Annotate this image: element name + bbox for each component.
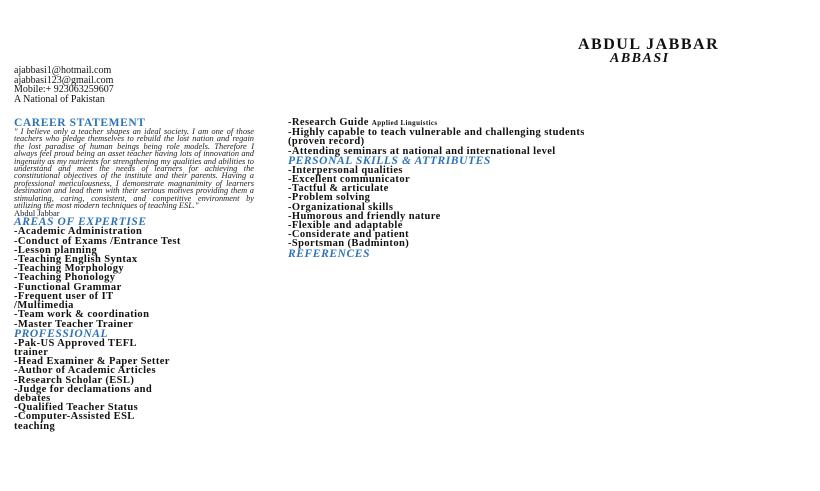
expertise-list	[14, 227, 254, 328]
list-item: -Considerate and patient	[288, 229, 410, 241]
expertise-heading: AREAS OF EXPERTISE	[14, 216, 147, 229]
list-item: -Teaching Morphology	[14, 263, 124, 275]
list-item: /Multimedia	[14, 300, 74, 312]
research-guide-label: -Research Guide	[288, 117, 369, 128]
list-item: -Teaching English Syntax	[14, 254, 138, 266]
left-column	[14, 118, 254, 431]
career-statement: " I believe only a teacher shapes an ideal society. I am one of those teachers who pledge themselves to rebuild the lost nation and regain the lost paradise of human beings being role models. Therefore I always feel proud being an asset teacher having lots of innovation and ingenuity as my nutrients for strengthening my qualities and abilities to understand and meet the needs of learners for achieving the constitutional objectives of the institute and their parents. Having a professional meticulousness, I demonstrate magnanimity of learners destination and lead them with their serious motives providing them a stimulating, caring, consistent, and competitive environment by utilizing the most modern techniques of teaching ESL."	[14, 127, 254, 211]
list-item: -Conduct of Exams /Entrance Test	[14, 235, 181, 247]
list-item: (proven record)	[288, 136, 365, 148]
skills-heading: PERSONAL SKILLS & ATTRIBUTES	[288, 154, 491, 167]
right-column	[288, 118, 788, 259]
list-item: -Humorous and friendly nature	[288, 210, 441, 222]
list-item: -Frequent user of IT	[14, 290, 114, 302]
list-item: teaching	[14, 420, 56, 432]
list-item: -Research Scholar (ESL)	[14, 374, 135, 386]
surname-heading: ABBASI	[610, 51, 670, 66]
list-item: -Sportsman (Badminton)	[288, 238, 410, 250]
list-item: -Head Examiner & Paper Setter	[14, 356, 170, 368]
list-item: -Functional Grammar	[14, 281, 122, 293]
list-item: -Interpersonal qualities	[288, 164, 403, 176]
list-item: -Teaching Phonology	[14, 272, 116, 284]
list-item: -Judge for declamations and	[14, 383, 153, 395]
email-primary: ajabbasi1@hotmail.com	[14, 65, 112, 76]
list-item: trainer	[14, 346, 49, 358]
professional-list	[14, 339, 254, 431]
nationality: A National of Pakistan	[14, 93, 105, 105]
list-item: -Excellent communicator	[288, 174, 411, 186]
list-item: -Author of Academic Articles	[14, 365, 156, 377]
professional-heading: PROFESSIONAL	[14, 327, 109, 340]
list-item: -Computer-Assisted ESL	[14, 411, 135, 423]
list-item: -Academic Administration	[14, 226, 143, 238]
email-secondary: ajabbasi123@gmail.com	[14, 74, 114, 86]
list-item: -Qualified Teacher Status	[14, 402, 139, 414]
list-item: -Flexible and adaptable	[288, 220, 403, 232]
references-heading: REFERENCES	[288, 247, 371, 260]
mobile-number: Mobile:+ 923063259607	[14, 84, 114, 95]
list-item: -Pak-US Approved TEFL	[14, 337, 137, 349]
list-item: -Highly capable to teach vulnerable and challenging students	[288, 127, 585, 139]
skills-list	[288, 166, 788, 249]
list-item: -Lesson planning	[14, 244, 98, 256]
list-item: -Organizational skills	[288, 201, 394, 213]
list-item: -Master Teacher Trainer	[14, 318, 134, 330]
list-item: -Attending seminars at national and international level	[288, 145, 556, 157]
list-item: debates	[14, 392, 51, 404]
research-guide-note: Applied Linguistics	[371, 119, 438, 127]
career-heading: CAREER STATEMENT	[14, 117, 146, 129]
list-item: -Team work & coordination	[14, 309, 150, 321]
name-heading: ABDUL JABBAR	[578, 36, 720, 53]
list-item: -Tactful & articulate	[288, 183, 389, 195]
contact-block	[14, 66, 114, 104]
statement-signature: Abdul Jabbar	[14, 208, 60, 219]
list-item: -Problem solving	[288, 192, 371, 204]
